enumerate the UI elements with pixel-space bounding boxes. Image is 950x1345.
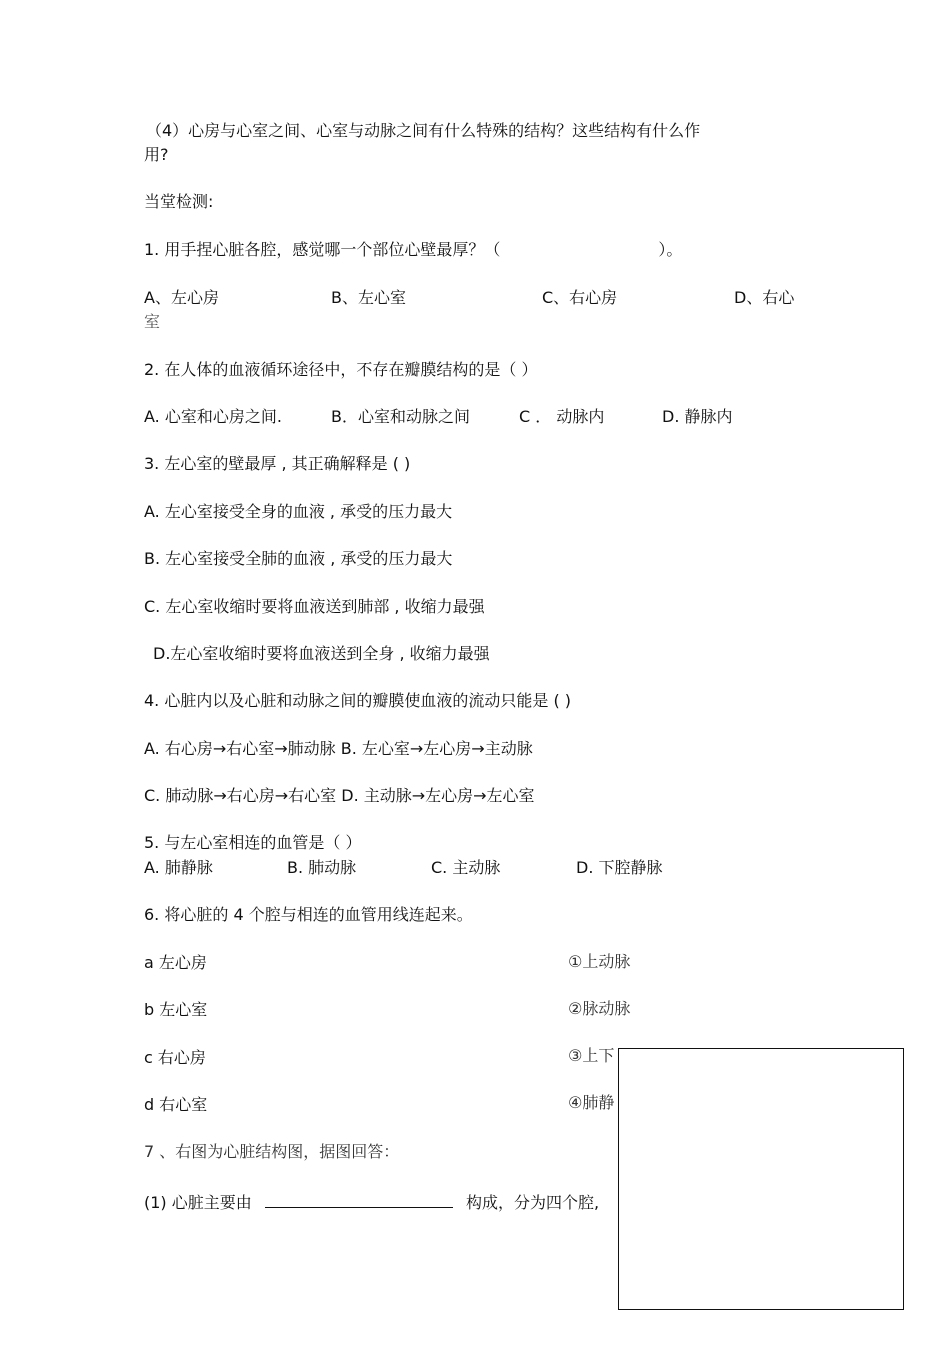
q4-line-2: 用? bbox=[144, 145, 169, 164]
q7-sub-1 bbox=[144, 1191, 599, 1213]
q3-option-b: B. 左心室接受全肺的血液 , 承受的压力最大 bbox=[144, 549, 453, 568]
q5-option-d: D. 下腔静脉 bbox=[576, 858, 663, 877]
q2-option-a: A. 心室和心房之间. bbox=[144, 407, 282, 426]
q4-options-cd: C. 肺动脉→右心房→右心室 D. 主动脉→左心房→左心室 bbox=[144, 786, 535, 805]
question-6: 6. 将心脏的 4 个腔与相连的血管用线连起来。 bbox=[144, 905, 473, 924]
q1-option-b: B、左心室 bbox=[331, 288, 406, 307]
q6-chamber-d: d 右心室 bbox=[144, 1095, 208, 1114]
q3-option-a: A. 左心室接受全身的血液 , 承受的压力最大 bbox=[144, 502, 453, 521]
q2-option-c: C ． 动脉内 bbox=[519, 407, 605, 426]
q5-option-a: A. 肺静脉 bbox=[144, 858, 213, 877]
question-2: 2. 在人体的血液循环途径中，不存在瓣膜结构的是（ ） bbox=[144, 360, 538, 379]
q3-option-d: D.左心室收缩时要将血液送到全身 , 收缩力最强 bbox=[153, 644, 490, 663]
q5-option-b: B. 肺动脉 bbox=[287, 858, 357, 877]
question-1 bbox=[144, 240, 682, 260]
q1-option-c: C、右心房 bbox=[542, 288, 618, 307]
q1-option-d-wrap: 室 bbox=[144, 312, 161, 331]
q4-options-ab: A. 右心房→右心室→肺动脉 B. 左心室→左心房→主动脉 bbox=[144, 739, 533, 758]
q7-sub-1-end: 构成，分为四个腔, bbox=[465, 1193, 600, 1212]
q6-chamber-c: c 右心房 bbox=[144, 1048, 206, 1067]
question-1-stem: 1. 用手捏心脏各腔，感觉哪一个部位心壁最厚？（ bbox=[144, 240, 501, 259]
q1-option-d: D、右心 bbox=[734, 288, 795, 307]
q6-vessel-4: ④肺静 bbox=[568, 1093, 615, 1112]
q5-option-c: C. 主动脉 bbox=[431, 858, 501, 877]
q6-vessel-1: ①上动脉 bbox=[568, 952, 631, 971]
q6-vessel-3: ③上下 bbox=[568, 1046, 615, 1065]
q4-line-1: （4）心房与心室之间、心室与动脉之间有什么特殊的结构？这些结构有什么作 bbox=[146, 121, 701, 140]
question-5: 5. 与左心室相连的血管是（ ） bbox=[144, 833, 362, 852]
q7-sub-1-start: (1) 心脏主要由 bbox=[144, 1193, 252, 1212]
section-title: 当堂检测: bbox=[144, 192, 214, 211]
q6-chamber-a: a 左心房 bbox=[144, 953, 207, 972]
answer-blank[interactable] bbox=[265, 1191, 453, 1208]
question-1-stem-end: ）。 bbox=[658, 240, 683, 259]
q1-option-a: A、左心房 bbox=[144, 288, 219, 307]
q6-chamber-b: b 左心室 bbox=[144, 1000, 208, 1019]
question-3: 3. 左心室的壁最厚 , 其正确解释是 ( ) bbox=[144, 454, 411, 473]
heart-diagram-frame bbox=[618, 1048, 904, 1310]
q6-vessel-2: ②脉动脉 bbox=[568, 999, 631, 1018]
q3-option-c: C. 左心室收缩时要将血液送到肺部 , 收缩力最强 bbox=[144, 597, 485, 616]
q2-option-b: B．心室和动脉之间 bbox=[331, 407, 470, 426]
question-4: 4. 心脏内以及心脏和动脉之间的瓣膜使血液的流动只能是 ( ) bbox=[144, 691, 572, 710]
q2-option-d: D. 静脉内 bbox=[662, 407, 733, 426]
question-7: 7 、右图为心脏结构图，据图回答： bbox=[144, 1142, 400, 1161]
